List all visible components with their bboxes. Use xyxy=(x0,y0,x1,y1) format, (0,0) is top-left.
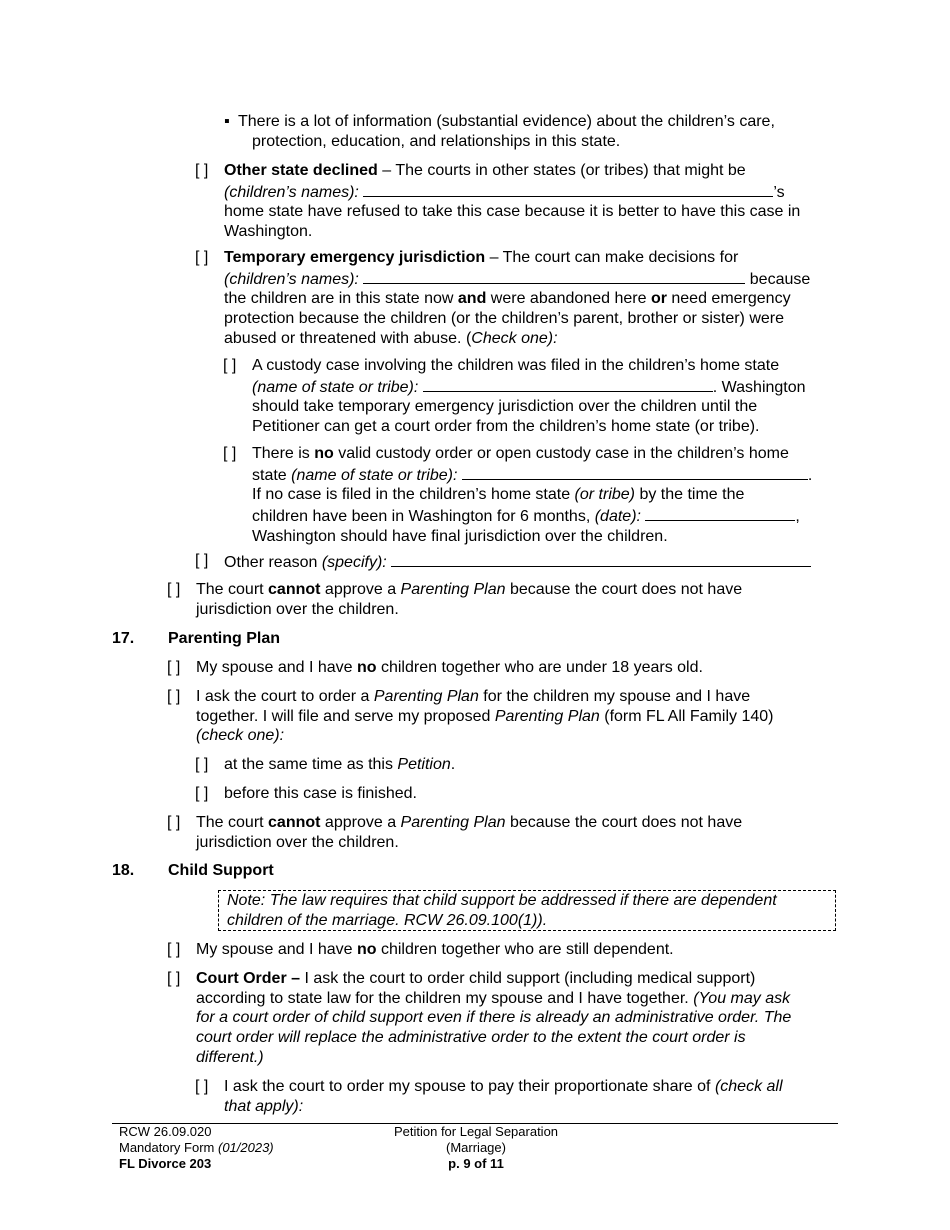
court-order-checkbox[interactable]: [ ] xyxy=(167,970,181,987)
footer-title: Petition for Legal Separation xyxy=(393,1124,559,1139)
children-names-field[interactable] xyxy=(363,181,773,197)
or-bold: or xyxy=(650,290,667,308)
no-custody-text-2a: state xyxy=(252,466,292,484)
cannot-text-1b: approve a xyxy=(320,581,401,598)
note-line-2: children of the marriage. RCW 26.09.100(1)). xyxy=(227,911,548,929)
other-state-checkbox[interactable]: [ ] xyxy=(195,162,209,179)
no-dependent-item xyxy=(196,940,674,960)
other-state-text: – The courts in other states (or tribes) that might be xyxy=(377,162,746,179)
no-custody-text-1b: valid custody order or open custody case in the children’s home xyxy=(333,445,789,462)
petition-italic: Petition xyxy=(397,756,451,773)
cannot2-text-a: The court xyxy=(196,814,269,831)
share-text-c: that apply): xyxy=(224,1097,304,1115)
no-custody-text-5: Washington should have final jurisdiction over the children. xyxy=(252,527,668,545)
cannot2-bold: cannot xyxy=(268,814,321,831)
because-text: because xyxy=(745,270,811,288)
no-children-text-a: My spouse and I have xyxy=(196,659,357,676)
court-order-text-3: for a court order of child support even if there is already an administrative order. The xyxy=(196,1009,792,1027)
temp-text-2a: the children are in this state now xyxy=(224,290,458,308)
other-state-heading: Other state declined xyxy=(224,162,378,179)
footer-form-id: FL Divorce 203 xyxy=(119,1156,212,1171)
proportionate-share-item xyxy=(224,1077,844,1116)
no-dependent-checkbox[interactable]: [ ] xyxy=(167,941,181,958)
no-custody-text-4a: children have been in Washington for 6 months, xyxy=(252,508,595,526)
custody-case-text-1: A custody case involving the children was filed in the children’s home state xyxy=(252,357,780,374)
other-state-item xyxy=(224,161,844,242)
date-label: (date): xyxy=(594,508,641,526)
no-children-text-b: children together who are under 18 years old. xyxy=(376,659,703,676)
same-time-item xyxy=(224,755,455,775)
dep-text-b: children together who are still dependent. xyxy=(376,941,674,958)
period: . xyxy=(807,466,813,484)
ask2-plan-italic: Parenting Plan xyxy=(494,707,600,725)
ask-text-a: I ask the court to order a xyxy=(196,688,374,705)
no-children-checkbox[interactable]: [ ] xyxy=(167,659,181,676)
temp-emergency-text: – The court can make decisions for xyxy=(485,249,739,266)
same-time-period: . xyxy=(450,756,456,773)
court-order-heading: Court Order – xyxy=(196,970,301,987)
proportionate-share-checkbox[interactable]: [ ] xyxy=(195,1078,209,1095)
ask-text-2b: (form FL All Family 140) xyxy=(599,707,774,725)
temp-text-3: protection because the children (or the children’s parent, brother or sister) were xyxy=(224,310,784,328)
dep-no-bold: no xyxy=(356,941,377,958)
and-bold: and xyxy=(457,290,487,308)
before-finished-checkbox[interactable]: [ ] xyxy=(195,785,209,802)
footer-subtitle: (Marriage) xyxy=(446,1140,506,1155)
temp-text-2b: were abandoned here xyxy=(486,290,651,308)
temp-emergency-heading: Temporary emergency jurisdiction xyxy=(224,249,486,266)
cannot-approve-item-2 xyxy=(196,813,846,852)
temp-text-4a: abused or threatened with abuse. ( xyxy=(224,329,472,347)
parenting-plan-italic: Parenting Plan xyxy=(400,581,506,598)
dep-text-a: My spouse and I have xyxy=(196,941,357,958)
cannot2-text-2: jurisdiction over the children. xyxy=(196,833,399,851)
same-time-text: at the same time as this xyxy=(224,756,398,773)
footer-center xyxy=(370,1124,582,1172)
custody-case-text-3: should take temporary emergency jurisdiction over the children until the xyxy=(252,398,758,416)
cannot-text-1c: because the court does not have xyxy=(505,581,743,598)
check-one-label: Check one): xyxy=(471,329,558,347)
state-tribe-label: (name of state or tribe): xyxy=(252,378,419,396)
court-order-text-5: different.) xyxy=(196,1048,264,1066)
no-children-item xyxy=(196,658,703,678)
child-support-note xyxy=(218,890,836,931)
footer-rcw: RCW 26.09.020 xyxy=(119,1124,212,1139)
cannot-approve-checkbox-2[interactable]: [ ] xyxy=(167,814,181,831)
temp-emergency-item xyxy=(224,248,844,349)
cannot-approve-item xyxy=(196,580,846,619)
no-children-bold: no xyxy=(356,659,377,676)
court-order-text-2a: according to state law for the children my spouse and I have together. xyxy=(196,989,694,1007)
no-custody-text-3a: If no case is filed in the children’s home state xyxy=(252,486,575,504)
bullet-marker: ▪ xyxy=(224,113,230,130)
cannot-bold: cannot xyxy=(268,581,321,598)
children-names-field-2[interactable] xyxy=(363,268,745,284)
bullet-text-2: protection, education, and relationships in this state. xyxy=(252,133,621,150)
share-text-a: I ask the court to order my spouse to pay their proportionate share of xyxy=(224,1078,715,1095)
other-reason-item xyxy=(224,551,844,573)
footer-mandatory: Mandatory Form xyxy=(119,1140,218,1155)
court-order-text-1: I ask the court to order child support (including medical support) xyxy=(300,970,756,987)
bullet-text-1: There is a lot of information (substantial evidence) about the children’s care, xyxy=(238,113,775,130)
no-custody-checkbox[interactable]: [ ] xyxy=(223,445,237,462)
comma: , xyxy=(795,508,800,526)
section-18-number: 18. xyxy=(112,862,135,879)
children-names-label-2: (children’s names): xyxy=(224,270,359,288)
or-tribe-label: (or tribe) xyxy=(574,486,635,504)
ask-text-2a: together. I will file and serve my proposed xyxy=(196,707,495,725)
note-line-1: Note: The law requires that child support be addressed if there are dependent xyxy=(227,892,777,909)
cannot-text-1a: The court xyxy=(196,581,269,598)
before-finished-text: before this case is finished. xyxy=(224,785,417,802)
no-custody-text-1a: There is xyxy=(252,445,315,462)
temp-emergency-checkbox[interactable]: [ ] xyxy=(195,249,209,266)
section-17-number: 17. xyxy=(112,630,135,647)
possessive-suffix: ’s xyxy=(773,183,785,201)
temp-text-2c: need emergency xyxy=(666,290,791,308)
footer-date: (01/2023) xyxy=(217,1140,274,1155)
date-field[interactable] xyxy=(645,505,795,521)
cannot2-text-b: approve a xyxy=(320,814,401,831)
ask-parenting-plan-item xyxy=(196,687,846,746)
ask-parenting-plan-checkbox[interactable]: [ ] xyxy=(167,688,181,705)
court-order-text-4: court order will replace the administrative order to the extent the court order is xyxy=(196,1029,746,1047)
state-tribe-label-2: (name of state or tribe): xyxy=(291,466,458,484)
section-17-title: Parenting Plan xyxy=(168,630,281,647)
custody-case-checkbox[interactable]: [ ] xyxy=(223,357,237,374)
share-text-b: (check all xyxy=(714,1078,783,1095)
same-time-checkbox[interactable]: [ ] xyxy=(195,756,209,773)
state-tribe-field-2[interactable] xyxy=(462,464,808,480)
ask-text-b: for the children my spouse and I have xyxy=(478,688,751,705)
court-order-item xyxy=(196,969,846,1068)
no-custody-text-3c: by the time the xyxy=(635,486,745,504)
footer-left xyxy=(119,1124,274,1172)
section-18-title: Child Support xyxy=(168,862,274,879)
other-reason-checkbox[interactable]: [ ] xyxy=(195,552,209,569)
children-names-label: (children’s names): xyxy=(224,183,359,201)
custody-case-text-2: . Washington xyxy=(712,378,806,396)
footer-page-number: p. 9 of 11 xyxy=(448,1156,504,1171)
check-one-label-2: (check one): xyxy=(196,727,285,745)
other-reason-field[interactable] xyxy=(391,551,811,567)
cannot-text-2: jurisdiction over the children. xyxy=(196,600,399,618)
custody-case-item xyxy=(252,356,842,437)
state-tribe-field[interactable] xyxy=(423,376,713,392)
cannot2-plan-italic: Parenting Plan xyxy=(400,814,506,831)
specify-label: (specify): xyxy=(321,554,387,571)
cannot-approve-checkbox[interactable]: [ ] xyxy=(167,581,181,598)
other-state-text-3: Washington. xyxy=(224,223,313,241)
no-bold: no xyxy=(314,445,334,462)
no-custody-item xyxy=(252,444,842,547)
court-order-text-2b: (You may ask xyxy=(693,989,791,1007)
custody-case-text-4: Petitioner can get a court order from the children’s home state (or tribe). xyxy=(252,418,760,436)
other-reason-text: Other reason xyxy=(224,554,322,571)
ask-plan-italic: Parenting Plan xyxy=(373,688,479,705)
other-state-text-2: home state have refused to take this case because it is better to have this case in xyxy=(224,203,801,221)
cannot2-text-c: because the court does not have xyxy=(505,814,743,831)
